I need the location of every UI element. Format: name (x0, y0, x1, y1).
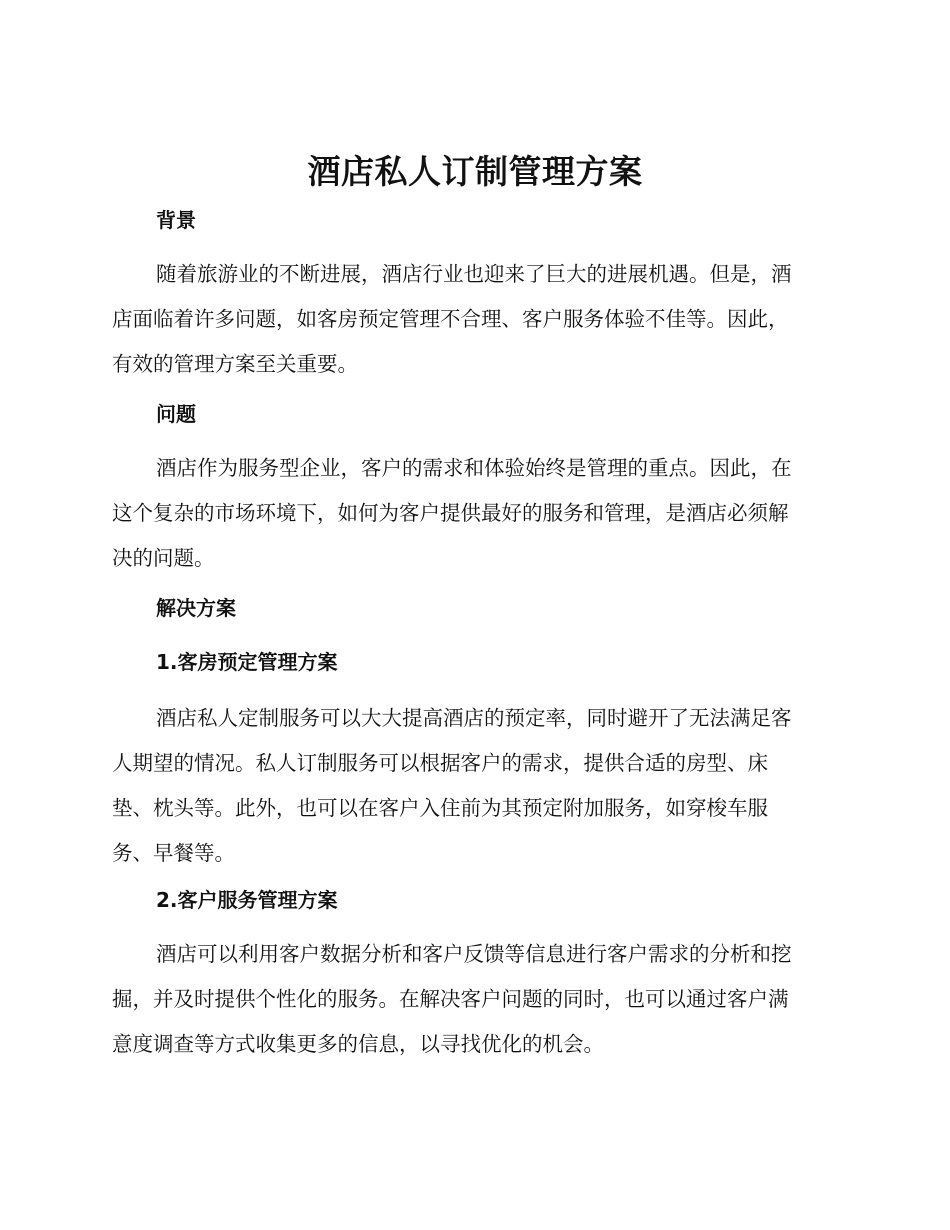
heading-problem: 问题 (156, 402, 196, 426)
paragraph-line: 酒店私人定制服务可以大大提高酒店的预定率，同时避开了无法满足客 (156, 706, 792, 730)
paragraph-line: 意度调查等方式收集更多的信息，以寻找优化的机会。 (112, 1032, 604, 1056)
paragraph-problem (112, 446, 832, 581)
heading-solution: 解决方案 (156, 596, 236, 620)
document-title: 酒店私人订制管理方案 (307, 152, 643, 191)
paragraph-line: 垫、枕头等。此外，也可以在客户入住前为其预定附加服务，如穿梭车服 (112, 796, 768, 820)
heading-background: 背景 (156, 208, 196, 232)
heading-customer-service: 2.客户服务管理方案 (156, 888, 338, 912)
paragraph-line: 随着旅游业的不断进展，酒店行业也迎来了巨大的进展机遇。但是，酒 (156, 262, 792, 286)
paragraph-line: 有效的管理方案至关重要。 (112, 352, 358, 376)
paragraph-line: 店面临着许多问题，如客房预定管理不合理、客户服务体验不佳等。因此， (112, 307, 789, 331)
paragraph-line: 这个复杂的市场环境下，如何为客户提供最好的服务和管理，是酒店必须解 (112, 501, 789, 525)
paragraph-background (112, 252, 832, 387)
paragraph-line: 掘，并及时提供个性化的服务。在解决客户问题的同时，也可以通过客户满 (112, 987, 789, 1011)
paragraph-customer-service (112, 932, 832, 1067)
paragraph-line: 酒店作为服务型企业，客户的需求和体验始终是管理的重点。因此，在 (156, 456, 792, 480)
paragraph-line: 人期望的情况。私人订制服务可以根据客户的需求，提供合适的房型、床 (112, 751, 768, 775)
paragraph-line: 务、早餐等。 (112, 841, 235, 865)
paragraph-line: 决的问题。 (112, 546, 215, 570)
paragraph-line: 酒店可以利用客户数据分析和客户反馈等信息进行客户需求的分析和挖 (156, 942, 792, 966)
paragraph-room-booking (112, 696, 832, 876)
heading-room-booking: 1.客房预定管理方案 (156, 650, 338, 674)
